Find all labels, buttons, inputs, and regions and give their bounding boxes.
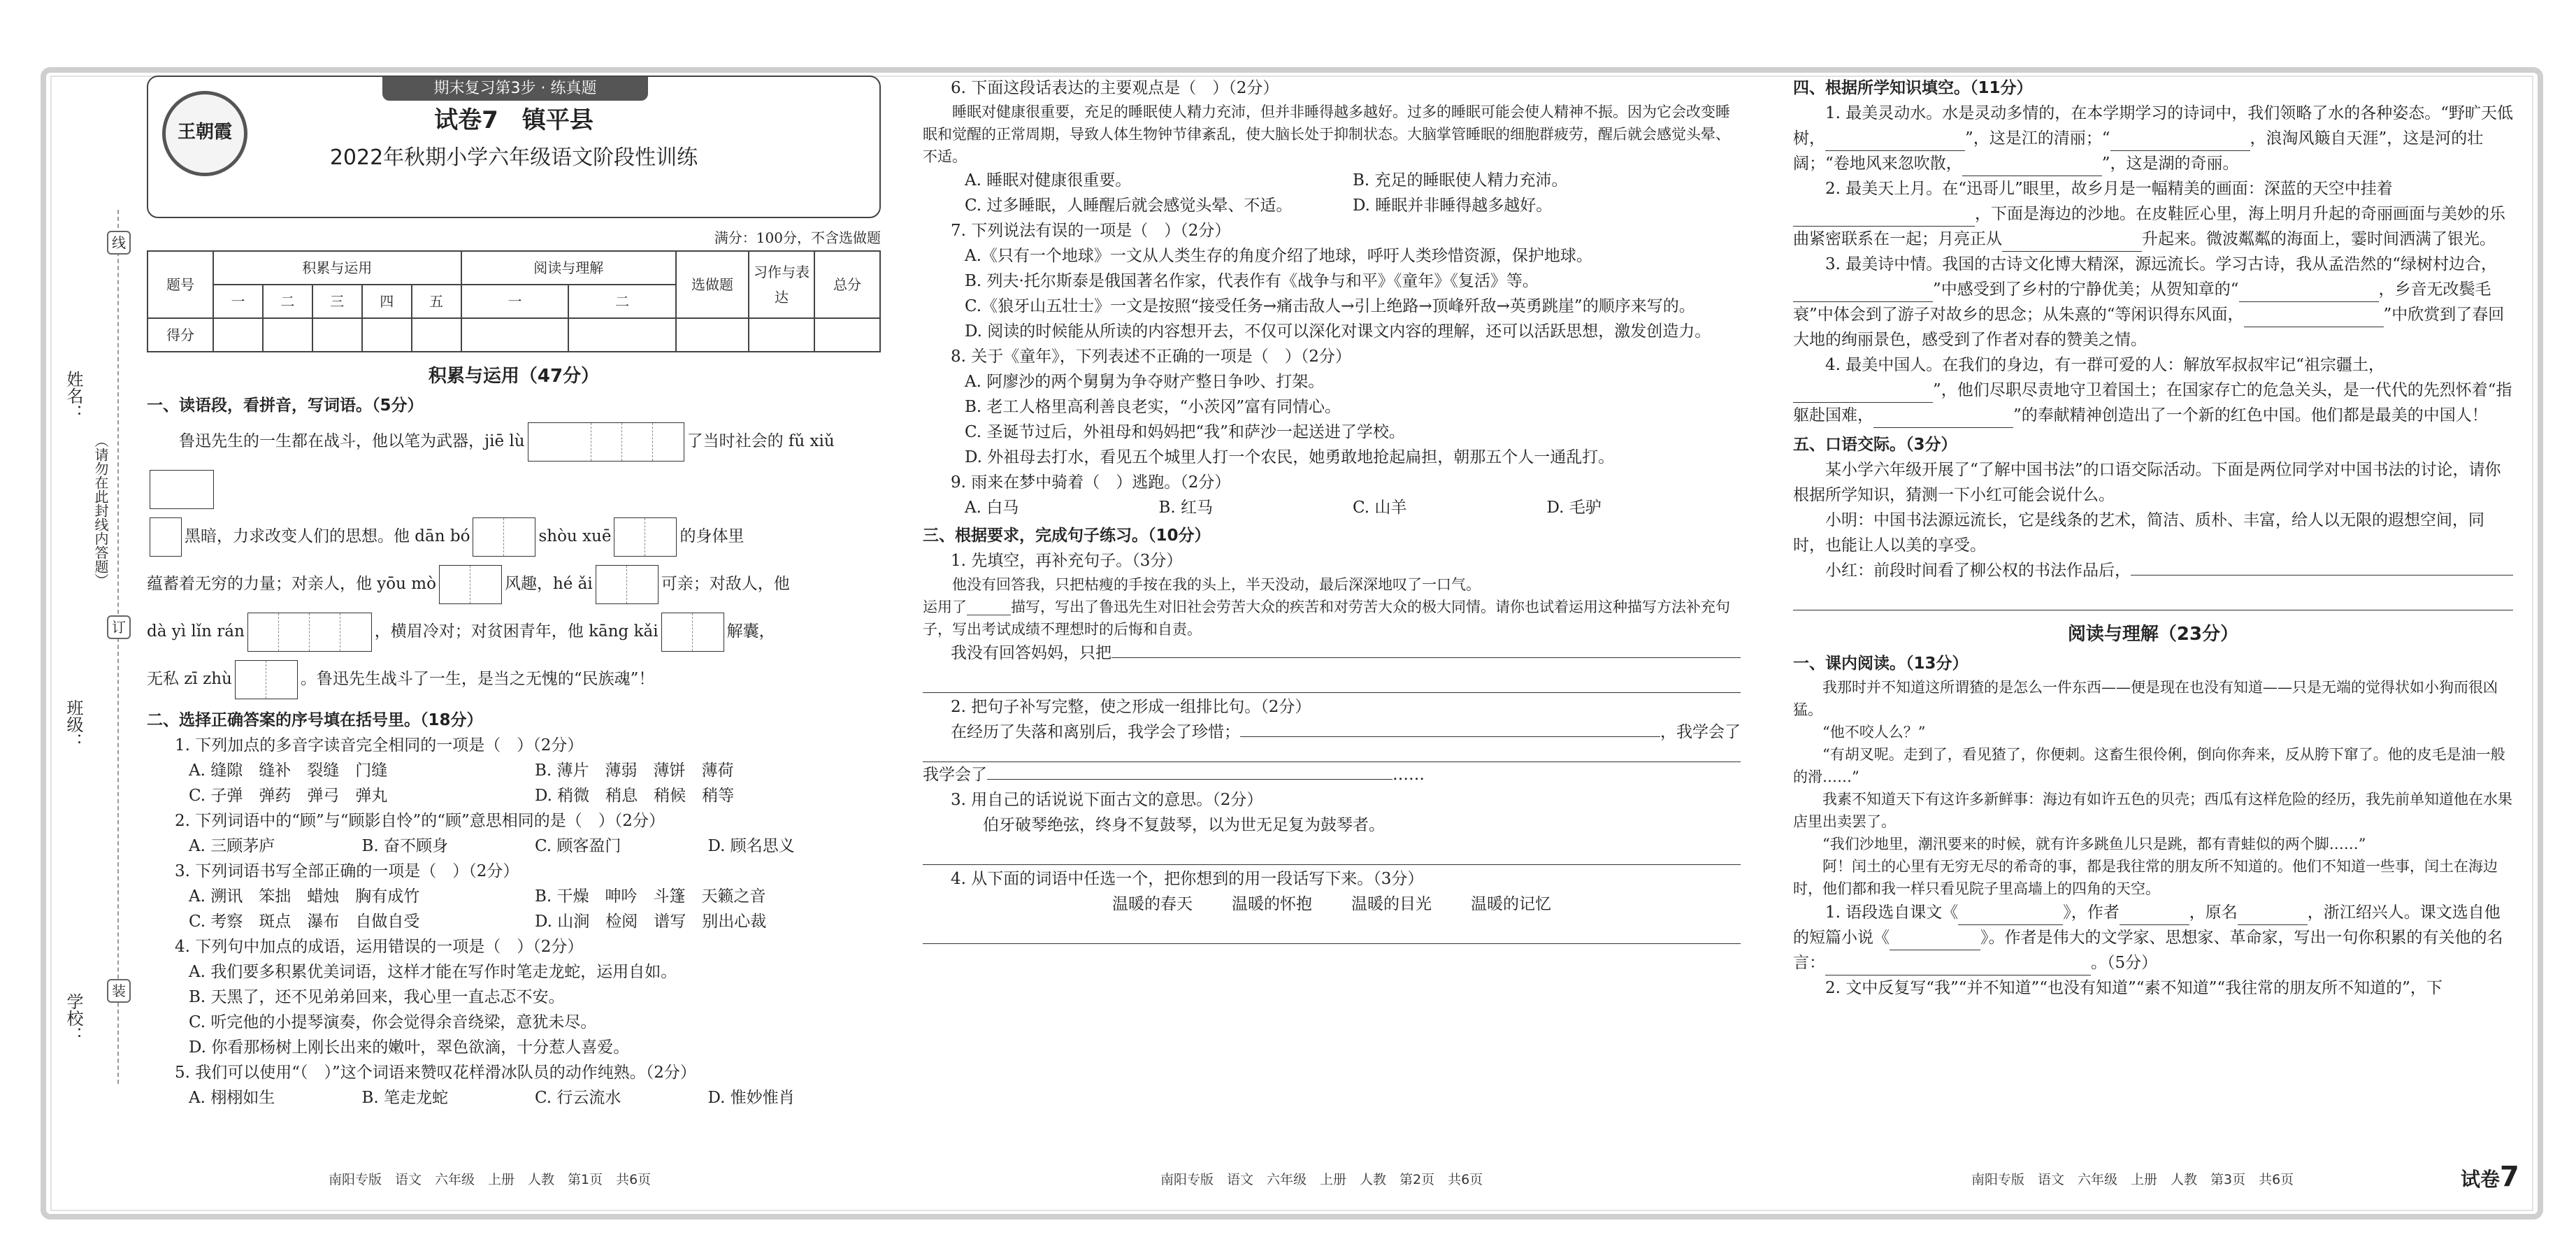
answer-line[interactable] — [1240, 720, 1660, 737]
paper-number-value: 7 — [2500, 1161, 2519, 1193]
answer-line[interactable] — [2131, 558, 2513, 576]
option: A. 栩栩如生 — [189, 1089, 275, 1107]
option: D. 阅读的时候能从所读的内容想开去，不仅可以深化对课文内容的理解，还可以活跃思想，激发创造力。 — [965, 322, 1711, 341]
question: 4. 下列句中加点的成语，运用错误的一项是（ ）（2分） — [175, 938, 584, 956]
option: A. 阿廖沙的两个舅舅为争夺财产整日争吵、打架。 — [965, 373, 1325, 391]
section-title: 积累与运用（47分） — [428, 366, 600, 387]
question: 1. 下列加点的多音字读音完全相同的一项是（ ）（2分） — [175, 736, 584, 755]
option: B. 红马 — [1158, 499, 1214, 517]
option: D. 惟妙惟肖 — [707, 1089, 795, 1107]
passage-text: ”，这是湖的奇丽。 — [2101, 155, 2239, 173]
passage-text: 某小学六年级开展了“了解中国书法”的口语交际活动。下面是两位同学对中国书法的讨论，请你根据所学知识，猜测一下小红可能会说什么。 — [1793, 461, 2501, 504]
question-heading: 五、口语交际。（3分） — [1793, 436, 1957, 454]
option: D. 睡眠并非睡得越多越好。 — [1353, 196, 1553, 215]
score-input[interactable] — [213, 318, 263, 352]
option: A. 我们要多积累优美词语，这样才能在写作时笔走龙蛇，运用自如。 — [189, 963, 677, 981]
section-title: 阅读与理解（23分） — [2067, 624, 2239, 645]
score-input[interactable] — [568, 318, 676, 352]
option: C. 行云流水 — [535, 1089, 621, 1107]
score-cell: 一 — [461, 285, 569, 318]
passage-text: ，乡音无改鬓毛衰”中体会到了游子对故乡的思念；从朱熹的“等闲识得东风面， — [1793, 280, 2491, 324]
writing-grid[interactable] — [247, 613, 372, 652]
answer-line[interactable] — [923, 666, 1741, 693]
answer-line[interactable] — [2238, 908, 2308, 925]
score-input[interactable] — [814, 318, 880, 352]
seal-mark: 线 — [107, 231, 131, 255]
answer-line[interactable] — [1962, 159, 2102, 176]
name-label: 姓名： — [64, 371, 83, 421]
classical-text: 伯牙破琴绝弦，终身不复鼓琴，以为世无足复为鼓琴者。 — [983, 816, 1385, 834]
score-cell: 四 — [362, 285, 412, 318]
option: D. 山涧 检阅 谱写 别出心裁 — [535, 913, 767, 931]
reading-passage: 睡眠对健康很重要，充足的睡眠使人精力充沛，但并非睡得越多越好。过多的睡眠可能会使人精神不振。因为它会改变睡眠和觉醒的正常周期，导致人体生物钟节律紊乱，使大脑长处于抑制状态。大脑掌管睡眠的细胞群疲劳，醒后就会感觉头晕、不适。 — [923, 103, 1730, 165]
score-input[interactable] — [362, 318, 412, 352]
question: ，浙江绍兴人。课文选自他的短篇小说《 — [1793, 903, 2501, 947]
option: B. 天黑了，还不见弟弟回来，我心里一直忐忑不安。 — [189, 988, 565, 1006]
answer-line[interactable] — [2120, 908, 2189, 925]
question: 》。作者是伟大的文学家、思想家、革命家，写出一句你积累的有关他的名言： — [1793, 929, 2503, 972]
answer-line[interactable] — [923, 745, 1741, 762]
warning-note: （请勿在此封线内答题） — [92, 434, 109, 587]
word-choice: 温暖的记忆 — [1471, 895, 1551, 913]
word-choice: 温暖的春天 — [1112, 895, 1193, 913]
option: B. 老工人格里高利善良老实，“小茨冈”富有同情心。 — [965, 398, 1341, 416]
answer-line[interactable] — [1890, 933, 1980, 950]
question: 4. 从下面的词语中任选一个，把你想到的用一段话写下来。（3分） — [951, 870, 1424, 888]
answer-line[interactable] — [1793, 285, 1933, 302]
question-heading: 一、读语段，看拼音，写词语。（5分） — [147, 396, 424, 415]
question-heading: 一、课内阅读。（13分） — [1793, 655, 1969, 673]
pinyin-passage — [147, 418, 881, 703]
score-note: 满分：100分，不含选做题 — [714, 229, 881, 246]
class-label: 班级： — [64, 699, 83, 750]
reading-passage: 阿！闰土的心里有无穷无尽的希奇的事，都是我往常的朋友所不知道的。他们不知道一些事，闰土在海边时，他们都和我一样只看见院子里高墙上的四角的天空。 — [1793, 858, 2498, 897]
score-input[interactable] — [749, 318, 814, 352]
writing-grid[interactable] — [661, 613, 724, 652]
option: D. 稍微 稍息 稍候 稍等 — [535, 787, 735, 805]
passage-text: dà yì lǐn rán — [147, 622, 245, 641]
question: 6. 下面这段话表达的主要观点是（ ）（2分） — [951, 79, 1279, 97]
passage-text: 无私 zī zhù — [147, 670, 232, 688]
seal-mark: 订 — [107, 615, 131, 639]
question: 3. 用自己的话说说下面古文的意思。（2分） — [951, 791, 1263, 809]
passage-text: 了当时社会的 fǔ xiǔ — [686, 432, 835, 450]
passage-text: 2. 最美天上月。在“迅哥儿”眼里，故乡月是一幅精美的画面：深蓝的天空中挂着 — [1825, 180, 2393, 198]
cut-line — [117, 210, 119, 1084]
passage-text: 的身体里 — [679, 527, 744, 545]
score-input[interactable] — [312, 318, 362, 352]
reading-passage: 我那时并不知道这所谓猹的是怎么一件东西——便是现在也没有知道——只是无端的觉得状如小狗而很凶猛。 — [1793, 679, 2498, 718]
passage-text: 解囊， — [726, 622, 775, 641]
option: B. 笔走龙蛇 — [361, 1089, 449, 1107]
option: D. 毛驴 — [1546, 499, 1602, 517]
reading-passage: “他不咬人么？” — [1822, 724, 1926, 741]
passage-text: ，浪淘风簸自天涯”，这是河的壮阔；“卷地风来忽吹散， — [1793, 129, 2484, 173]
question-heading: 二、选择正确答案的序号填在括号里。（18分） — [147, 711, 483, 729]
page-footer: 南阳专版 语文 六年级 上册 人教 第3页 共6页 — [1971, 1172, 2294, 1187]
passage-text: ”，他们尽职尽责地守卫着国土；在国家存亡的危急关头，是一代代的先烈怀着“指躯赴国难， — [1793, 381, 2512, 424]
score-input[interactable] — [263, 318, 312, 352]
question: 5. 我们可以使用“（ ）”这个词语来赞叹花样滑冰队员的动作纯熟。（2分） — [175, 1064, 696, 1082]
option: C.《狼牙山五壮士》一文是按照“接受任务→痛击敌人→引上绝路→顶峰歼敌→英勇跳崖”的顺序来写的。 — [965, 297, 1695, 315]
passage-text: 黑暗，力求改变人们的思想。他 dān bó — [185, 527, 470, 545]
sentence: 我没有回答妈妈，只把 — [951, 644, 1111, 662]
page-footer: 南阳专版 语文 六年级 上册 人教 第1页 共6页 — [329, 1172, 652, 1187]
option: A. 溯讯 笨拙 蜡烛 胸有成竹 — [189, 887, 420, 906]
score-input[interactable] — [412, 318, 461, 352]
passage-text: 风趣，hé ǎi — [504, 575, 593, 593]
option: C. 山羊 — [1353, 499, 1407, 517]
score-cell: 习作与表达 — [749, 251, 814, 318]
question: 》，作者 — [2063, 903, 2120, 922]
score-cell: 三 — [312, 285, 362, 318]
word-choice: 温暖的怀抱 — [1232, 895, 1312, 913]
option: B. 列夫·托尔斯泰是俄国著名作家，代表作有《战争与和平》《童年》《复活》等。 — [965, 272, 1539, 290]
option: C. 圣诞节过后，外祖母和妈妈把“我”和萨沙一起送进了学校。 — [965, 423, 1405, 441]
option: B. 奋不顾身 — [361, 837, 449, 855]
passage-text: ”的奉献精神创造出了一个新的红色中国。他们都是最美的中国人！ — [2013, 406, 2488, 424]
dialogue-line: 小红：前段时间看了柳公权的书法作品后， — [1825, 562, 2131, 580]
passage-text: ”，这是江的清丽；“ — [1965, 129, 2110, 148]
option: D. 外祖母去打水，看见五个城里人打一个农民，她勇敢地抢起扁担，朝那五个人一通乱打。 — [965, 448, 1615, 466]
option: B. 充足的睡眠使人精力充沛。 — [1353, 171, 1568, 190]
column-3 — [1793, 76, 2513, 1194]
option: C. 子弹 弹药 弹弓 弹丸 — [189, 787, 388, 805]
score-cell: 题号 — [147, 251, 213, 318]
seal-mark: 装 — [107, 979, 131, 1003]
writing-grid[interactable] — [439, 565, 502, 604]
sentence: 我学会了 — [923, 766, 987, 784]
question: 1. 先填空，再补充句子。（3分） — [951, 552, 1183, 570]
answer-line[interactable] — [923, 917, 1741, 944]
sentence: …… — [1393, 766, 1425, 784]
answer-line[interactable] — [2239, 285, 2379, 302]
question: 2. 文中反复写“我”“并不知道”“也没有知道”“素不知道”“我往常的朋友所不知道的”，下 — [1825, 979, 2442, 997]
score-cell: 二 — [568, 285, 676, 318]
score-cell: 得分 — [147, 318, 213, 352]
passage-text: 。鲁迅先生战斗了一生，是当之无愧的“民族魂”！ — [300, 670, 655, 688]
question: 7. 下列说法有误的一项是（ ）（2分） — [951, 222, 1231, 240]
answer-line[interactable] — [1793, 583, 2513, 610]
reading-passage: “有胡叉呢。走到了，看见猹了，你便刺。这畜生很伶俐，倒向你奔来，反从胯下窜了。他的皮毛是油一般的滑……” — [1793, 746, 2505, 785]
reading-passage: 我素不知道天下有这许多新鲜事：海边有如许五色的贝壳；西瓜有这样危险的经历，我先前单知道他在水果店里出卖罢了。 — [1793, 791, 2512, 830]
option: D. 顾名思义 — [707, 837, 795, 855]
paper-header — [147, 76, 881, 218]
score-cell: 五 — [412, 285, 461, 318]
passage-text: ”中欣赏到了春回大地的绚丽景色，感受到了作者对春的赞美之情。 — [1793, 306, 2505, 349]
passage-text: 鲁迅先生的一生都在战斗，他以笔为武器，jiē lù — [179, 432, 525, 450]
column-1 — [147, 76, 881, 1194]
question: 1. 语段选自课文《 — [1825, 903, 1959, 922]
answer-line[interactable] — [1825, 958, 2091, 975]
answer-line[interactable] — [1825, 134, 1965, 151]
logo-text: 王朝霞 — [177, 122, 232, 143]
answer-line[interactable] — [987, 762, 1393, 780]
option: D. 你看那杨树上刚长出来的嫩叶，翠色欲滴，十分惹人喜爱。 — [189, 1038, 630, 1057]
option: A. 睡眠对健康很重要。 — [965, 171, 1132, 190]
passage-text: 可亲；对敌人，他 — [661, 575, 790, 593]
question-heading: 四、根据所学知识填空。（11分） — [1793, 79, 2033, 97]
answer-line[interactable] — [2110, 134, 2250, 151]
answer-line[interactable] — [1111, 641, 1741, 658]
writing-grid[interactable] — [235, 660, 298, 699]
writing-grid[interactable] — [528, 422, 684, 462]
sentence: 在经历了失落和离别后，我学会了珍惜； — [951, 723, 1240, 741]
passage-text: 1. 最美灵动水。水是灵动多情的，在本学期学习的诗词中，我们领略了水的各种姿态。“野旷天低树， — [1793, 104, 2514, 148]
paper-number — [2461, 1161, 2519, 1193]
passage-text: ”中感受到了乡村的宁静优美；从贺知章的“ — [1933, 280, 2239, 299]
answer-line[interactable] — [1793, 385, 1933, 403]
option: C. 过多睡眠，人睡醒后就会感觉头晕、不适。 — [965, 196, 1293, 215]
option: C. 听完他的小提琴演奏，你会觉得余音绕梁，意犹未尽。 — [189, 1013, 597, 1031]
question: 2. 把句子补写完整，使之形成一组排比句。（2分） — [951, 698, 1311, 716]
binding-gutter — [55, 210, 138, 1084]
option: A.《只有一个地球》一文从人类生存的角度介绍了地球，呼吁人类珍惜资源，保护地球。 — [965, 247, 1592, 265]
word-choices — [923, 892, 1741, 917]
page-footer: 南阳专版 语文 六年级 上册 人教 第2页 共6页 — [1160, 1172, 1483, 1187]
answer-line[interactable] — [2244, 310, 2384, 327]
score-cell: 总分 — [814, 251, 880, 318]
writing-grid[interactable] — [150, 470, 214, 509]
writing-grid[interactable] — [150, 517, 182, 557]
writing-grid[interactable] — [473, 517, 535, 557]
score-cell: 积累与运用 — [213, 251, 461, 285]
school-label: 学校： — [64, 993, 83, 1043]
question: 2. 下列词语中的“顾”与“顾影自怜”的“顾”意思相同的是（ ）（2分） — [175, 812, 665, 830]
writing-grid[interactable] — [596, 565, 659, 604]
option: C. 考察 斑点 瀑布 自做自受 — [189, 913, 420, 931]
question: ，原名 — [2189, 903, 2238, 922]
option: A. 三顾茅庐 — [189, 837, 275, 855]
answer-line[interactable] — [1873, 410, 2013, 428]
option: A. 白马 — [965, 499, 1019, 517]
passage-text: 4. 最美中国人。在我们的身边，有一群可爱的人：解放军叔叔牢记“祖宗疆土， — [1825, 356, 2385, 374]
reading-passage: “我们沙地里，潮汛要来的时候，就有许多跳鱼儿只是跳，都有青蛙似的两个脚……” — [1822, 836, 2366, 852]
paper-number-label: 试卷 — [2461, 1168, 2501, 1191]
passage-text: 升起来。微波粼粼的海面上，霎时间洒满了银光。 — [2142, 230, 2496, 248]
sentence: ，我学会了 — [1660, 723, 1741, 741]
question: 9. 雨来在梦中骑着（ ）逃跑。（2分） — [951, 473, 1231, 492]
answer-line[interactable] — [2002, 234, 2142, 252]
paper-subtitle: 2022年秋期小学六年级语文阶段性训练 — [329, 145, 698, 170]
score-cell: 一 — [213, 285, 263, 318]
column-2 — [923, 76, 1741, 1194]
score-table — [147, 250, 881, 352]
answer-line[interactable] — [1958, 908, 2063, 925]
option: C. 顾客盈门 — [535, 837, 621, 855]
score-cell: 二 — [263, 285, 312, 318]
paper-title: 试卷7 镇平县 — [434, 106, 593, 134]
option: A. 缝隙 缝补 裂缝 门缝 — [189, 762, 388, 780]
sentence: 他没有回答我，只把枯瘦的手按在我的头上，半天没动，最后深深地叹了一口气。 — [952, 576, 1481, 593]
word-choice: 温暖的目光 — [1351, 895, 1432, 913]
question: 8. 关于《童年》，下列表述不正确的一项是（ ）（2分） — [951, 348, 1351, 366]
writing-grid[interactable] — [614, 517, 677, 557]
answer-line[interactable] — [1793, 209, 1975, 227]
dialogue-line: 小明：中国书法源远流长，它是线条的艺术，简洁、质朴、丰富，给人以无限的遐想空间，同时，也能让人以美的享受。 — [1793, 511, 2484, 555]
option: B. 薄片 薄弱 薄饼 薄荷 — [535, 762, 734, 780]
answer-line[interactable] — [923, 838, 1741, 865]
score-input[interactable] — [676, 318, 749, 352]
score-cell: 阅读与理解 — [461, 251, 676, 285]
instruction: 运用了______描写，写出了鲁迅先生对旧社会劳苦大众的疾苦和对劳苦大众的极大同情。请你也试着运用这种描写方法补充句子，写出考试成绩不理想时的后悔和自责。 — [923, 599, 1730, 638]
option: B. 干燥 呻吟 斗篷 天籁之音 — [535, 887, 766, 906]
passage-text: 蕴蓄着无穷的力量；对亲人，他 yōu mò — [147, 575, 436, 593]
score-cell: 选做题 — [676, 251, 749, 318]
question: 。（5分） — [2091, 954, 2158, 972]
passage-text: ，横眉冷对；对贫困青年，他 kāng kǎi — [374, 622, 659, 641]
step-banner: 期末复习第3步 · 练真题 — [382, 77, 648, 101]
passage-text: ，下面是海边的沙地。在皮鞋匠心里，海上明月升起的奇丽画面与美妙的乐曲紧密联系在一起；月亮正从 — [1793, 205, 2505, 248]
passage-text: 3. 最美诗中情。我国的古诗文化博大精深，源远流长。学习古诗，我从孟浩然的“绿树村边合， — [1825, 255, 2498, 273]
passage-text: shòu xuē — [538, 527, 612, 545]
question-heading: 三、根据要求，完成句子练习。（10分） — [923, 527, 1211, 545]
score-input[interactable] — [461, 318, 569, 352]
question: 3. 下列词语书写全部正确的一项是（ ）（2分） — [175, 862, 519, 880]
